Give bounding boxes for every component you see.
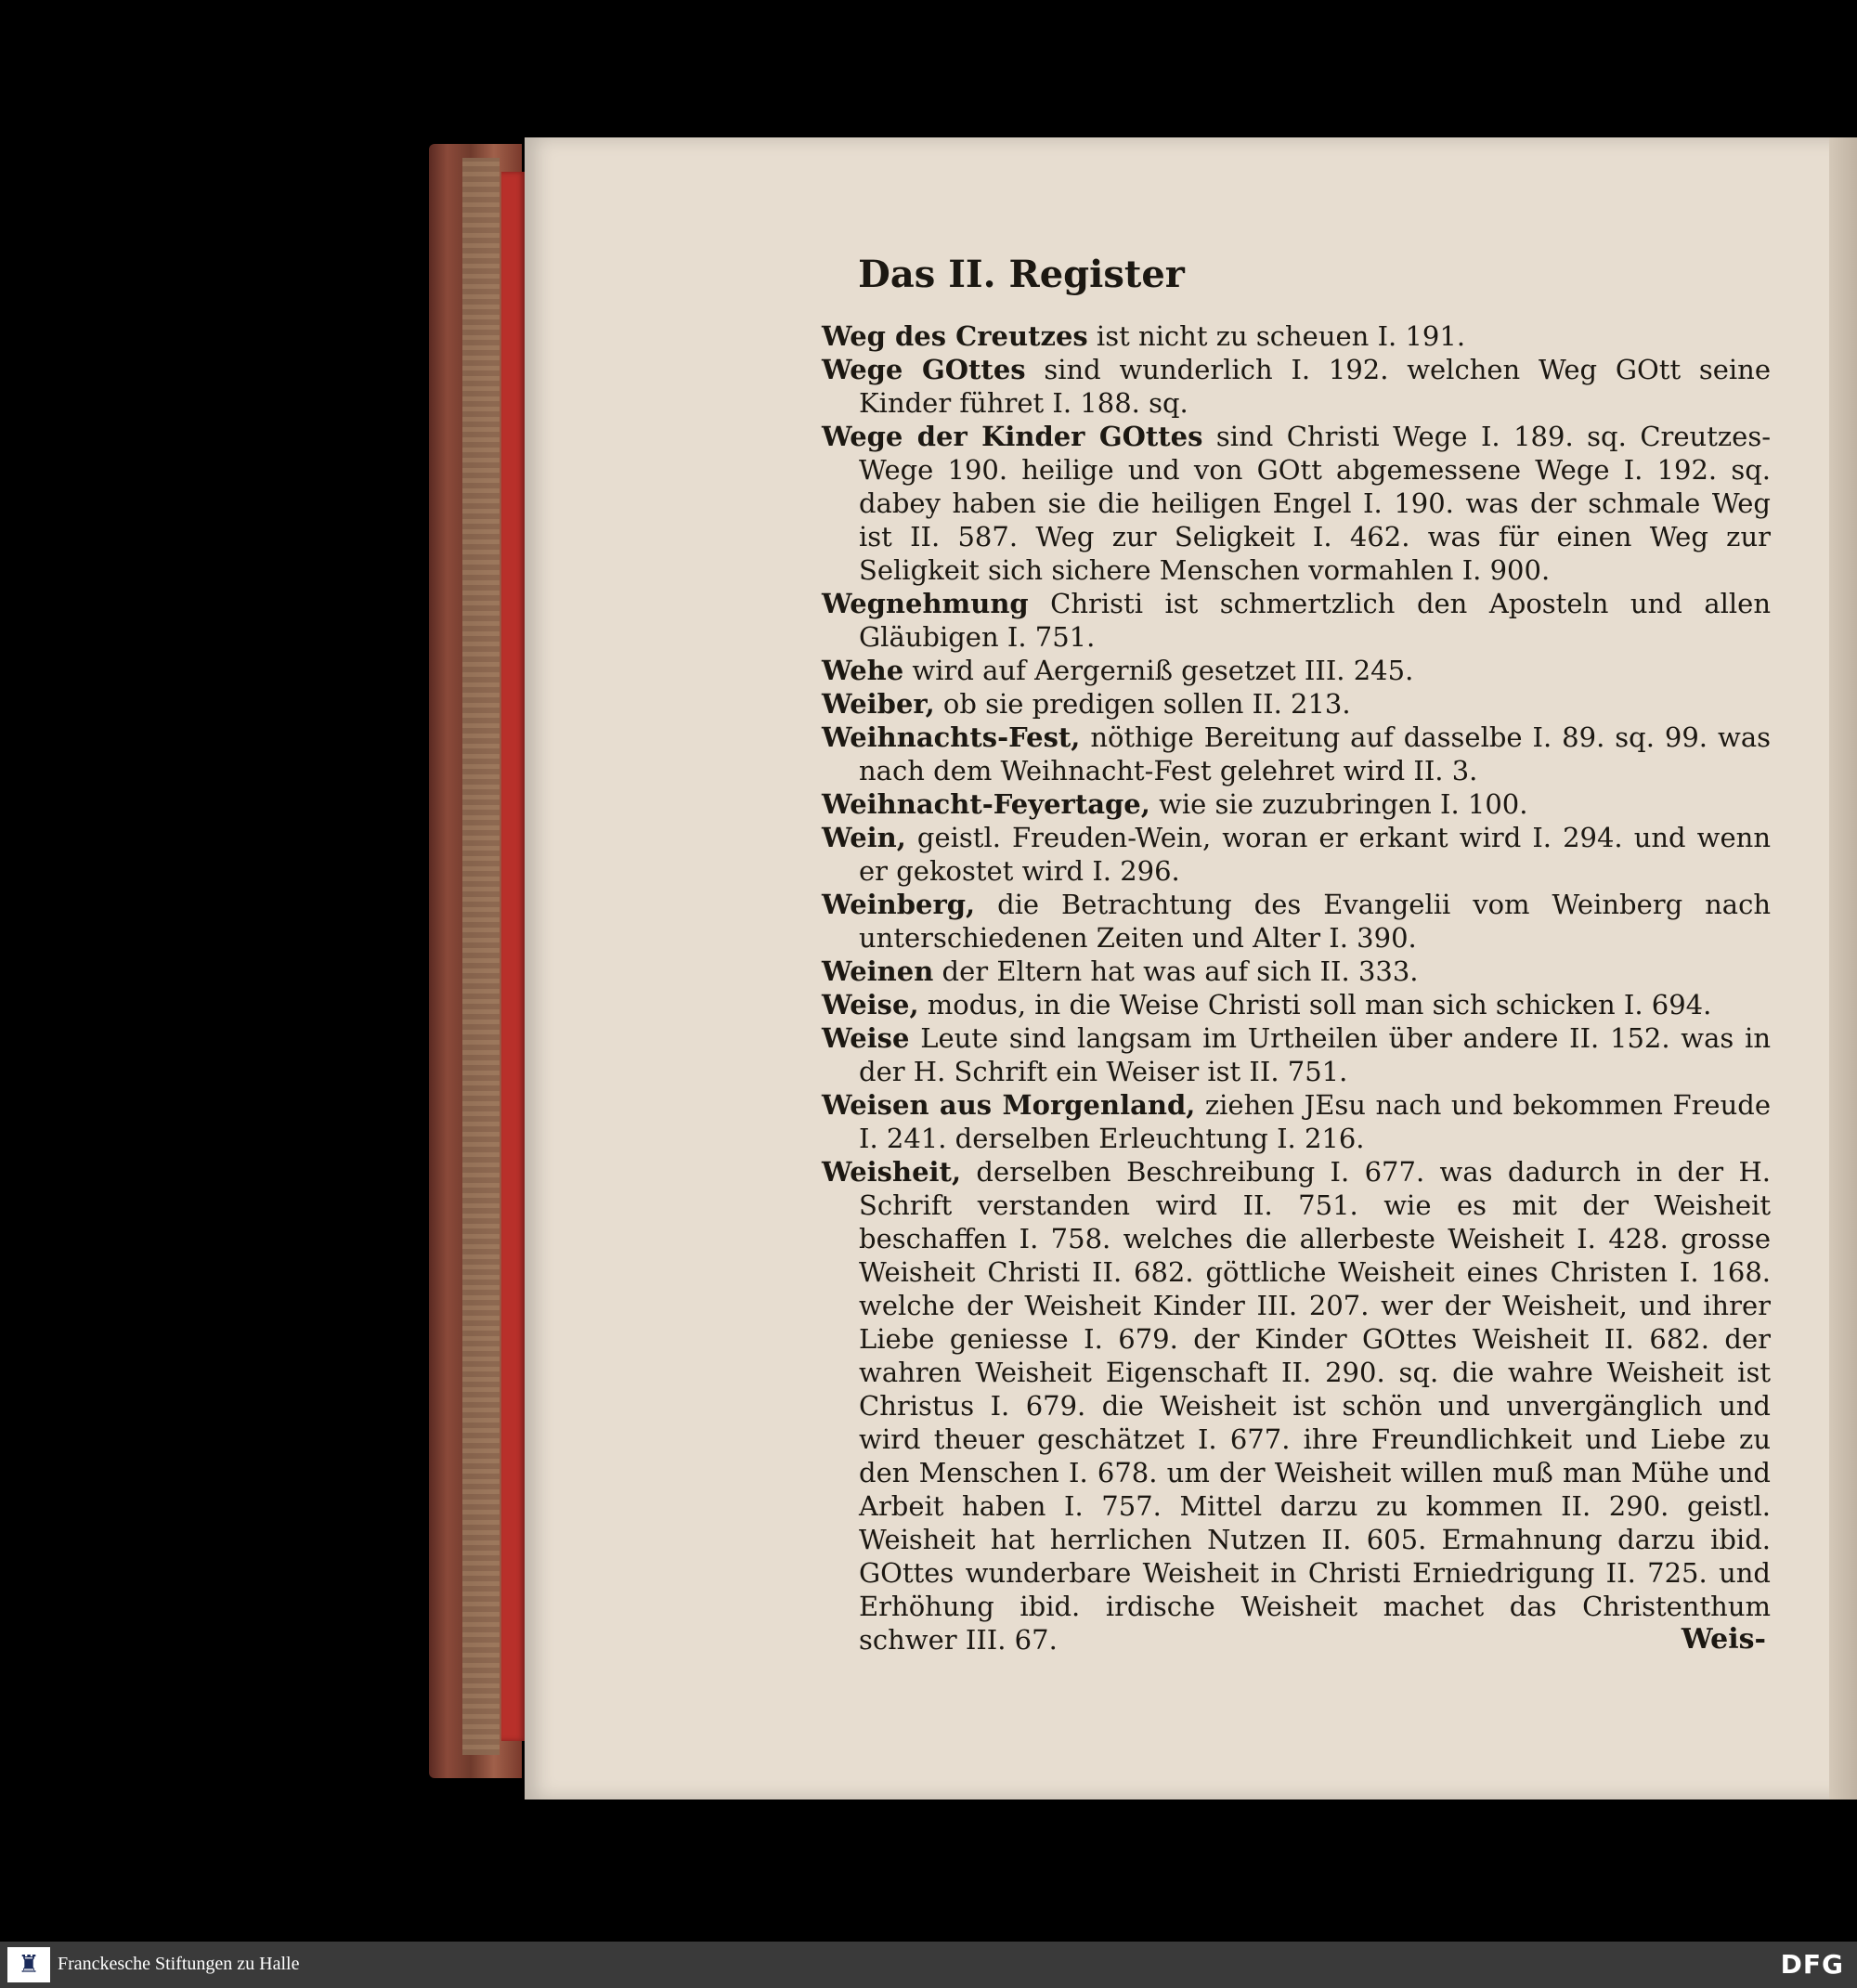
entry-headword: Weihnachts-Fest, bbox=[822, 721, 1081, 753]
entry-headword: Weg des Creutzes bbox=[822, 320, 1088, 352]
entry-headword: Weihnacht-Feyertage, bbox=[822, 788, 1150, 820]
entry-headword: Wege GOttes bbox=[822, 354, 1026, 385]
page-header: Das II. Register bbox=[858, 253, 1185, 296]
entry-text: sind Christi Wege I. 189. sq. Creutzes-Wege 190. heilige und von GOtt abgemessene Wege I. 192. sq. dabey haben sie die heiligen Engel I. 190. was der schmale Weg ist II. 587. Weg zur Seligkeit I. 462. was für einen Weg zur Seligkeit sich sichere Menschen vormahlen I. 900. bbox=[859, 421, 1771, 586]
register-entry bbox=[822, 888, 1771, 955]
entry-headword: Wegnehmung bbox=[822, 588, 1029, 619]
facing-page-edge bbox=[1829, 137, 1857, 1800]
entry-text: wie sie zuzubringen I. 100. bbox=[1149, 788, 1528, 820]
book-spine bbox=[501, 172, 526, 1741]
register-entries bbox=[822, 319, 1771, 1657]
catchword: Weis- bbox=[1681, 1623, 1766, 1656]
entry-text: ist nicht zu scheuen I. 191. bbox=[1087, 320, 1466, 352]
entry-text: geistl. Freuden-Wein, woran er erkant wird I. 294. und wenn er gekostet wird I. 296. bbox=[859, 822, 1771, 887]
register-entry bbox=[822, 319, 1771, 353]
register-entry bbox=[822, 821, 1771, 888]
entry-text: der Eltern hat was auf sich II. 333. bbox=[933, 955, 1419, 987]
book-page-stack bbox=[462, 158, 500, 1755]
register-entry bbox=[822, 988, 1771, 1021]
register-entry bbox=[822, 955, 1771, 988]
entry-text: nöthige Bereitung auf dasselbe I. 89. sq. 99. was nach dem Weihnacht-Fest gelehret wird II. 3. bbox=[859, 721, 1771, 786]
register-entry bbox=[822, 1155, 1771, 1657]
entry-headword: Weise bbox=[822, 1022, 910, 1054]
entry-text: Christi ist schmertzlich den Aposteln und allen Gläubigen I. 751. bbox=[859, 588, 1771, 653]
entry-headword: Weiber, bbox=[822, 688, 935, 720]
institution-logo-icon[interactable]: ♜ bbox=[7, 1947, 50, 1982]
entry-headword: Weise, bbox=[822, 989, 919, 1020]
register-entry bbox=[822, 587, 1771, 654]
entry-headword: Weinen bbox=[822, 955, 934, 987]
entry-text: ob sie predigen sollen II. 213. bbox=[934, 688, 1351, 720]
entry-text: ziehen JEsu nach und bekommen Freude I. 241. derselben Erleuchtung I. 216. bbox=[859, 1089, 1771, 1154]
entry-headword: Wein, bbox=[822, 822, 906, 853]
register-entry bbox=[822, 721, 1771, 787]
entry-text: sind wunderlich I. 192. welchen Weg GOtt seine Kinder führet I. 188. sq. bbox=[859, 354, 1772, 419]
register-entry bbox=[822, 687, 1771, 721]
viewer-footer bbox=[0, 1942, 1857, 1988]
register-entry bbox=[822, 1088, 1771, 1155]
register-entry bbox=[822, 654, 1771, 687]
register-entry bbox=[822, 1021, 1771, 1088]
entry-headword: Weisen aus Morgenland, bbox=[822, 1089, 1196, 1121]
entry-text: Leute sind langsam im Urtheilen über andere II. 152. was in der H. Schrift ein Weiser ist II. 751. bbox=[859, 1022, 1771, 1087]
entry-headword: Wehe bbox=[822, 655, 904, 686]
entry-headword: Wege der Kinder GOttes bbox=[822, 421, 1203, 452]
register-entry bbox=[822, 420, 1771, 587]
dfg-logo[interactable]: DFG bbox=[1780, 1949, 1844, 1980]
entry-text: derselben Beschreibung I. 677. was dadurch in der H. Schrift verstanden wird II. 751. wie es mit der Weisheit beschaffen I. 758. welches die allerbeste Weisheit I. 428. grosse Weisheit Christi II. 682. göttliche Weisheit eines Christen I. 168. welche der Weisheit Kinder III. 207. wer der Weisheit, und ihrer Liebe geniesse I. 679. der Kinder GOttes Weisheit II. 682. der wahren Weisheit Eigenschaft II. 290. sq. die wahre Weisheit ist Christus I. 679. die Weisheit ist schön und unvergänglich und wird theuer geschätzet I. 677. ihre Freundlichkeit und Liebe zu den Menschen I. 678. um der Weisheit willen muß man Mühe und Arbeit haben I. 757. Mittel darzu zu kommen II. 290. geistl. Weisheit hat herrlichen Nutzen II. 605. Ermahnung darzu ibid. GOttes wunderbare Weisheit in Christi Erniedrigung II. 725. und Erhöhung ibid. irdische Weisheit machet das Christenthum schwer III. 67. bbox=[859, 1156, 1771, 1656]
entry-text: wird auf Aergerniß gesetzet III. 245. bbox=[903, 655, 1414, 686]
entry-text: die Betrachtung des Evangelii vom Weinberg nach unterschiedenen Zeiten und Alter I. 390. bbox=[859, 889, 1771, 954]
entry-text: modus, in die Weise Christi soll man sich schicken I. 694. bbox=[918, 989, 1712, 1020]
institution-name: Franckesche Stiftungen zu Halle bbox=[58, 1954, 300, 1974]
entry-headword: Weisheit, bbox=[822, 1156, 962, 1188]
register-entry bbox=[822, 353, 1771, 420]
register-entry bbox=[822, 787, 1771, 821]
entry-headword: Weinberg, bbox=[822, 889, 976, 920]
